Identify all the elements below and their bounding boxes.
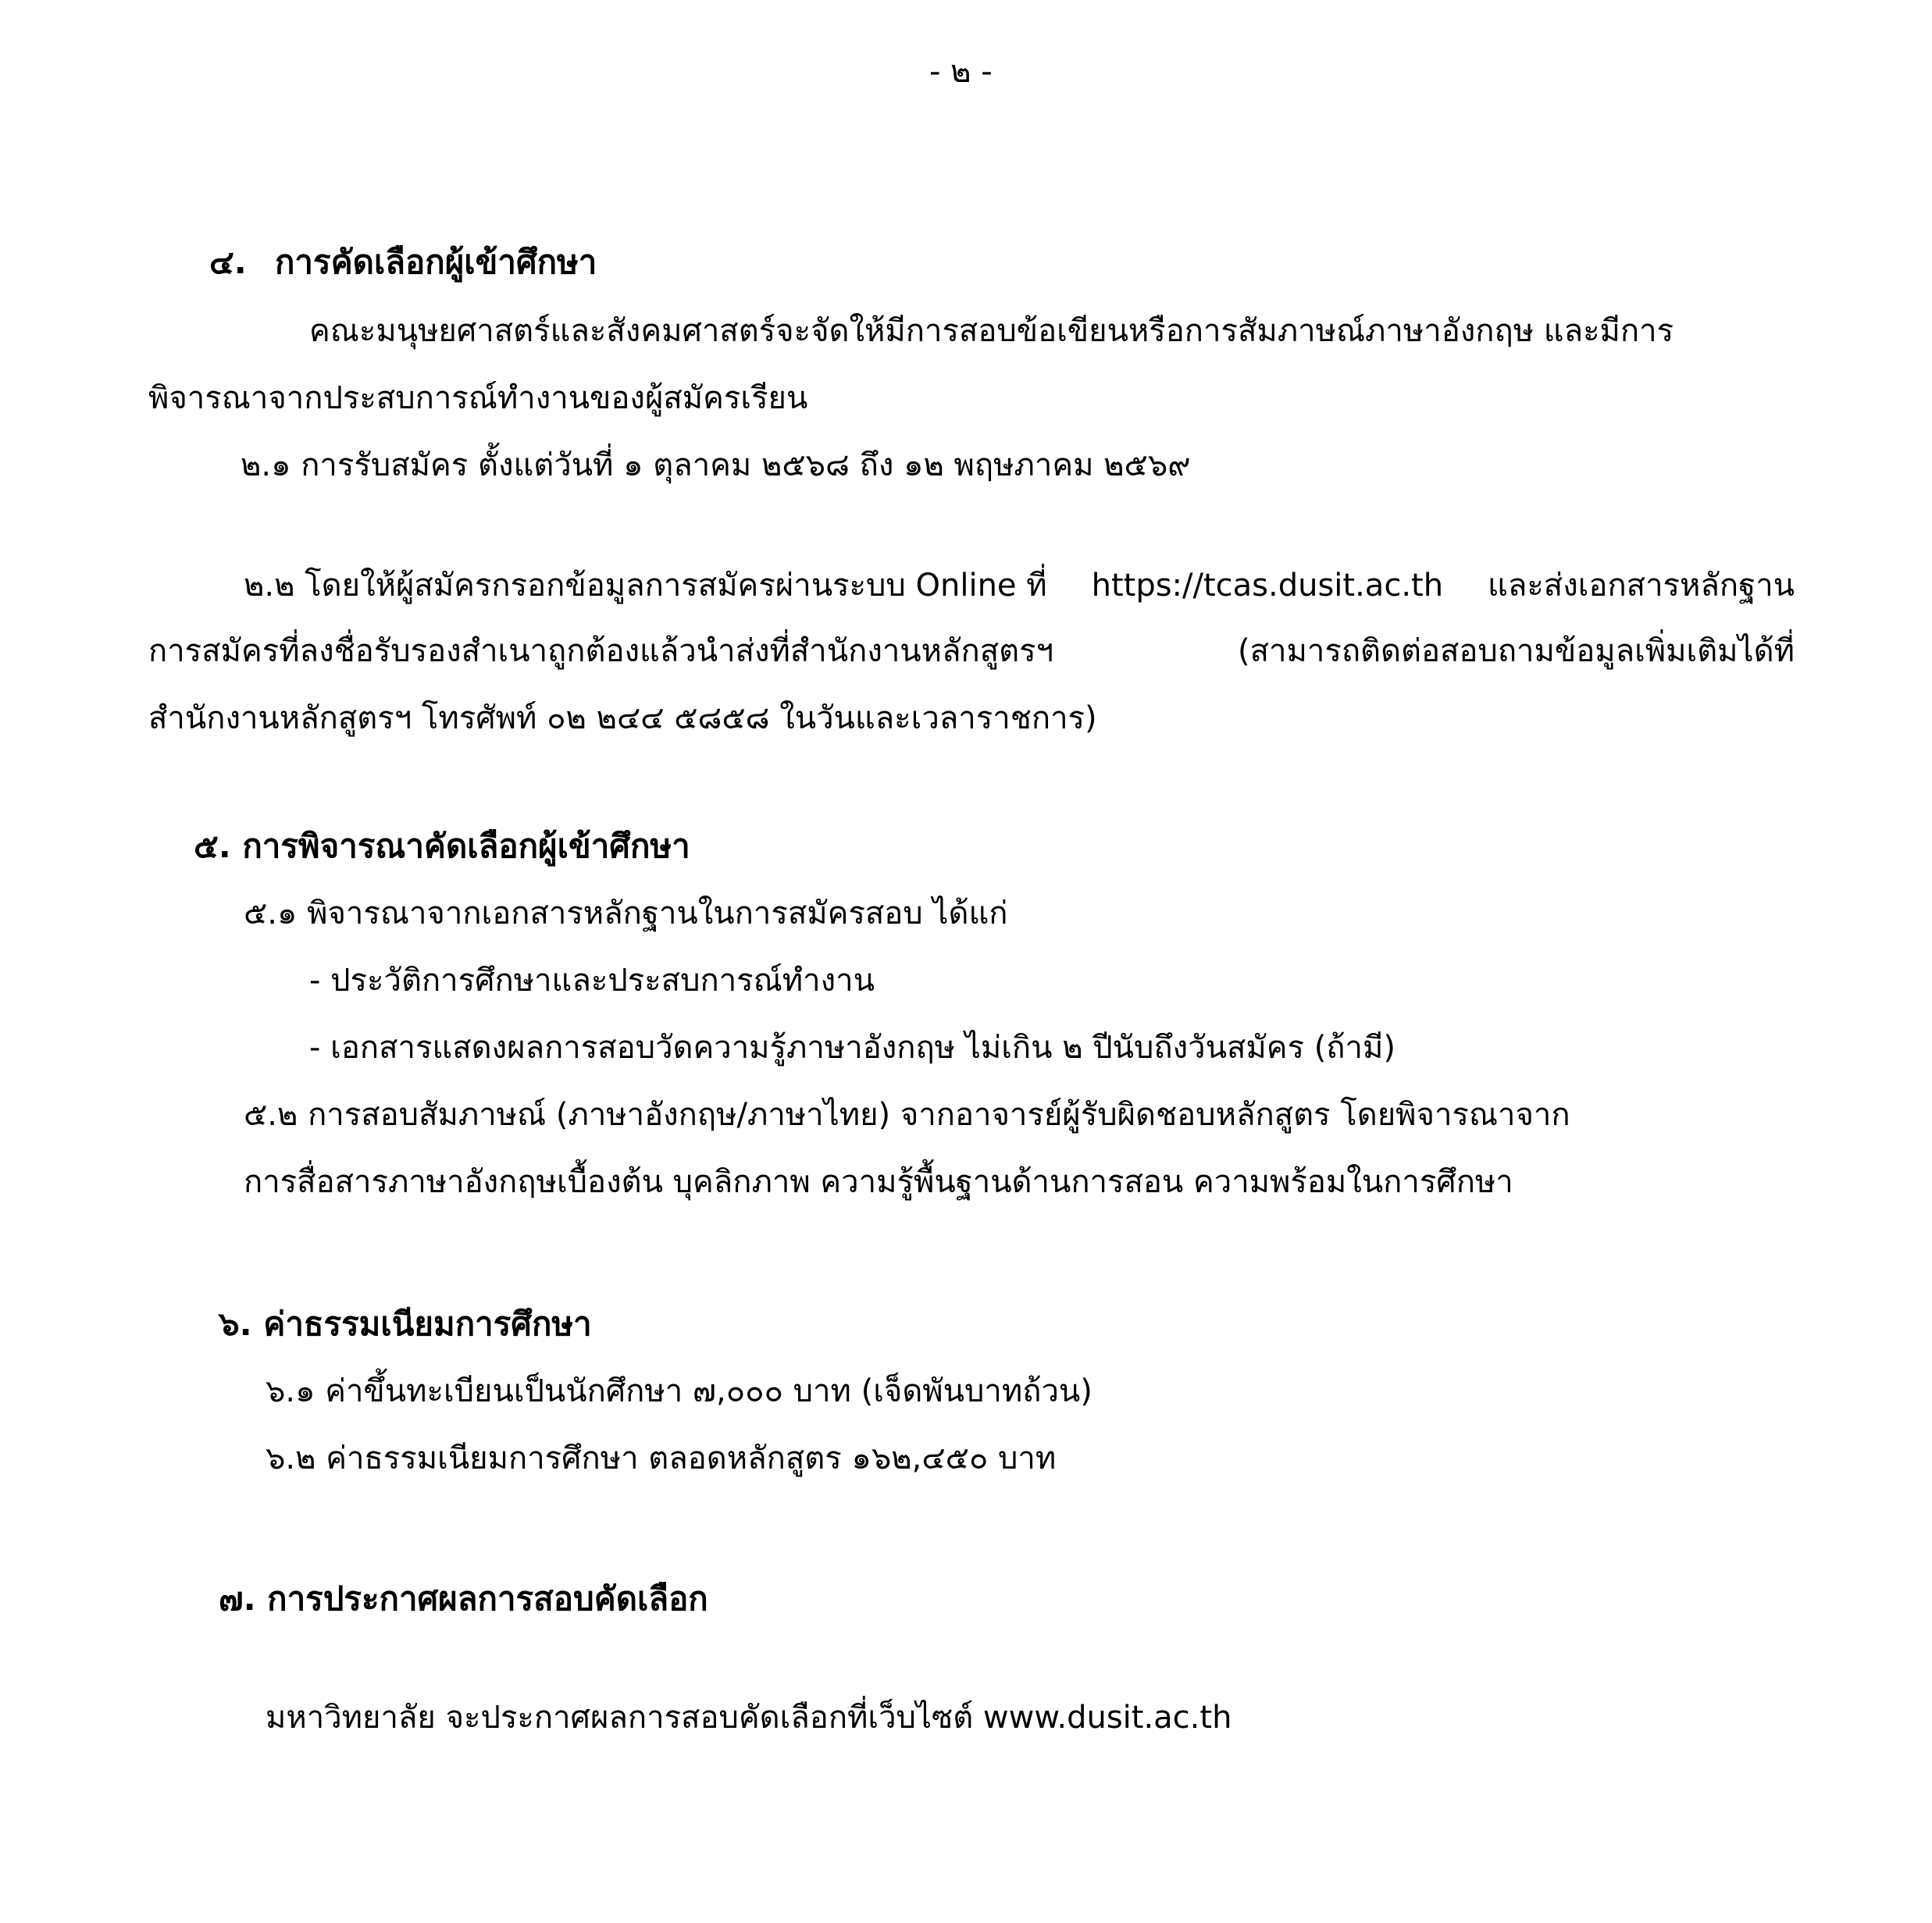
item-5-2-line-2: การสื่อสารภาษาอังกฤษเบื้องต้น บุคลิกภาพ ความรู้พื้นฐานด้านการสอน ความพร้อมในการศึกษา — [244, 1164, 1513, 1200]
item-5-2-line-1: ๕.๒ การสอบสัมภาษณ์ (ภาษาอังกฤษ/ภาษาไทย) จากอาจารย์ผู้รับผิดชอบหลักสูตร โดยพิจารณาจาก — [244, 1097, 1570, 1133]
section-4-heading-number: ๔. — [209, 243, 247, 281]
page-number: - ๒ - — [929, 54, 993, 90]
item-5-1-bullet-1: - ประวัติการศึกษาและประสบการณ์ทำงาน — [309, 963, 875, 999]
item-6-2: ๖.๒ ค่าธรรมเนียมการศึกษา ตลอดหลักสูตร ๑๖๒,๔๕๐ บาท — [266, 1440, 1057, 1476]
section-6-heading: ๖. ค่าธรรมเนียมการศึกษา — [219, 1305, 592, 1343]
section-4-heading: การคัดเลือกผู้เข้าศึกษา — [275, 243, 597, 281]
section-5-heading: ๕. การพิจารณาคัดเลือกผู้เข้าศึกษา — [194, 827, 690, 865]
item-2-1: ๒.๑ การรับสมัคร ตั้งแต่วันที่ ๑ ตุลาคม ๒๕๖๘ ถึง ๑๒ พฤษภาคม ๒๕๖๙ — [241, 447, 1191, 483]
item-2-2-line-2-contact: (สามารถติดต่อสอบถามข้อมูลเพิ่มเติมได้ที่ — [1238, 633, 1795, 669]
registration-url-link[interactable]: https://tcas.dusit.ac.th — [1091, 568, 1444, 604]
section-4-paragraph-line-2: พิจารณาจากประสบการณ์ทำงานของผู้สมัครเรียน — [148, 380, 808, 416]
section-7-text: มหาวิทยาลัย จะประกาศผลการสอบคัดเลือกที่เว็บไซต์ www.dusit.ac.th — [266, 1700, 1232, 1736]
item-2-2-line-1-end: และส่งเอกสารหลักฐาน — [1488, 568, 1795, 604]
item-6-1: ๖.๑ ค่าขึ้นทะเบียนเป็นนักศึกษา ๗,๐๐๐ บาท (เจ็ดพันบาทถ้วน) — [266, 1373, 1093, 1409]
item-2-2-line-3: สำนักงานหลักสูตรฯ โทรศัพท์ ๐๒ ๒๔๔ ๕๘๕๘ ในวันและเวลาราชการ) — [148, 700, 1097, 736]
item-5-1-bullet-2: - เอกสารแสดงผลการสอบวัดความรู้ภาษาอังกฤษ ไม่เกิน ๒ ปีนับถึงวันสมัคร (ถ้ามี) — [309, 1030, 1396, 1066]
item-2-2-line-2-text: การสมัครที่ลงชื่อรับรองสำเนาถูกต้องแล้วนำส่งที่สำนักงานหลักสูตรฯ — [148, 633, 1054, 669]
section-4-paragraph-line-1: คณะมนุษยศาสตร์และสังคมศาสตร์จะจัดให้มีการสอบข้อเขียนหรือการสัมภาษณ์ภาษาอังกฤษ และมีการ — [309, 313, 1674, 349]
section-7-heading: ๗. การประกาศผลการสอบคัดเลือก — [219, 1579, 708, 1618]
item-2-2-line-1-text: ๒.๒ โดยให้ผู้สมัครกรอกข้อมูลการสมัครผ่านระบบ Online ที่ — [244, 568, 1047, 604]
item-5-1: ๕.๑ พิจารณาจากเอกสารหลักฐานในการสมัครสอบ ได้แก่ — [244, 896, 1008, 931]
item-2-2-line-2 — [148, 629, 1795, 673]
item-2-2-line-1 — [244, 564, 1795, 607]
